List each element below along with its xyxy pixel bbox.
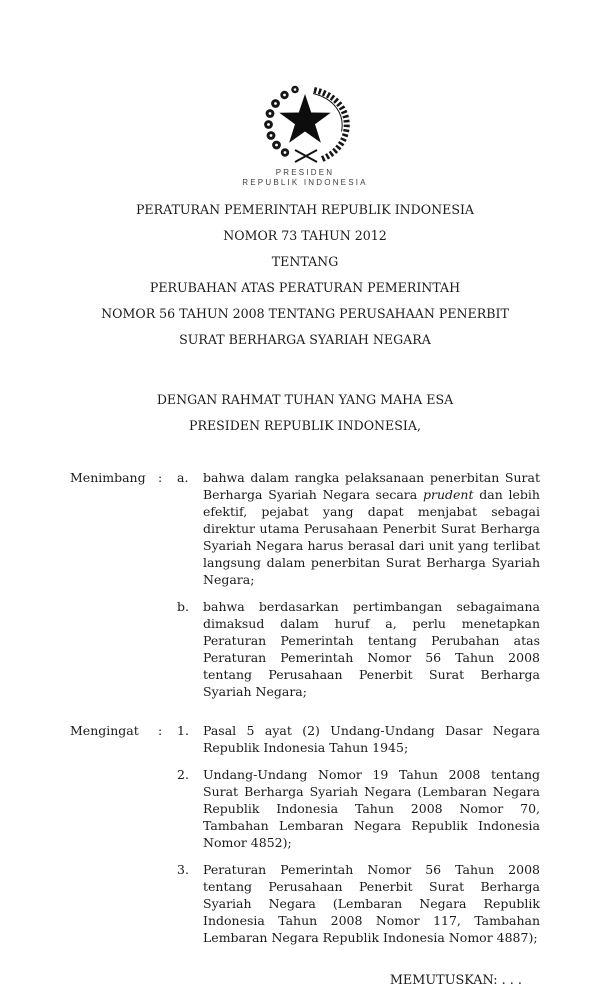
legal-basis-label: Mengingat	[70, 723, 139, 738]
item-marker: 2.	[177, 767, 189, 782]
item-marker: 3.	[177, 862, 189, 877]
considering-section	[70, 469, 540, 700]
considering-items	[177, 469, 540, 700]
star-wreath-seal-icon	[258, 85, 352, 163]
page-catchword: MEMUTUSKAN: . . .	[389, 973, 522, 988]
title-line-subject-2: NOMOR 56 TAHUN 2008 TENTANG PERUSAHAAN PENERBIT	[101, 306, 509, 321]
item-text: bahwa berdasarkan pertimbangan sebagaimana dimaksud dalam huruf a, perlu menetapkan Peraturan Pemerintah tentang Perubahan atas Peraturan Pemerintah Nomor 56 Tahun 2008 tentang Perusahaan Penerbit Surat Berharga Syariah Negara;	[203, 599, 540, 699]
legal-basis-item-2	[177, 766, 540, 851]
title-line-regulation: PERATURAN PEMERINTAH REPUBLIK INDONESIA	[135, 202, 475, 217]
preamble-authority: PRESIDEN REPUBLIK INDONESIA,	[189, 418, 421, 433]
item-text-after-italic: dan lebih efektif, pejabat yang dapat menjabat sebagai direktur utama Perusahaan Penerbit Surat Berharga Syariah Negara harus berasal dari unit yang terlibat langsung dalam penerbitan Surat Berharga Syariah Negara;	[203, 487, 540, 587]
legal-basis-colon: :	[158, 723, 163, 738]
considering-item-b	[177, 598, 540, 700]
considering-item-a	[177, 469, 540, 588]
item-text-before-italic: bahwa dalam rangka pelaksanaan penerbitan Surat Berharga Syariah Negara secara	[203, 470, 540, 502]
seal-caption-line1: PRESIDEN	[275, 168, 335, 177]
item-marker: 1.	[177, 723, 189, 738]
title-line-tentang: TENTANG	[271, 254, 339, 269]
item-text-italic: prudent	[423, 487, 474, 502]
item-marker: a.	[177, 470, 189, 485]
legal-basis-item-1	[177, 722, 540, 756]
item-text: Peraturan Pemerintah Nomor 56 Tahun 2008 tentang Perusahaan Penerbit Surat Berharga Syariah Negara (Lembaran Negara Republik Indonesia Tahun 2008 Nomor 117, Tambahan Lembaran Negara Republik Indonesia Nomor 4887);	[203, 862, 540, 945]
considering-label: Menimbang	[70, 470, 146, 485]
preamble-invocation: DENGAN RAHMAT TUHAN YANG MAHA ESA	[156, 392, 454, 407]
title-line-number: NOMOR 73 TAHUN 2012	[223, 228, 387, 243]
document-title	[70, 197, 540, 353]
legal-basis-section	[70, 722, 540, 946]
item-text: Undang-Undang Nomor 19 Tahun 2008 tentang Surat Berharga Syariah Negara (Lembaran Negara Republik Indonesia Tahun 2008 Nomor 70, Tambahan Lembaran Negara Republik Indonesia Nomor 4852);	[203, 767, 540, 850]
considering-colon: :	[158, 470, 163, 485]
seal-caption-line2: REPUBLIK INDONESIA	[242, 178, 368, 187]
legal-basis-item-3	[177, 861, 540, 946]
legal-basis-items	[177, 722, 540, 946]
seal-caption	[70, 168, 540, 188]
presidential-seal	[70, 85, 540, 163]
item-text	[203, 469, 540, 588]
title-line-subject-3: SURAT BERHARGA SYARIAH NEGARA	[179, 332, 431, 347]
item-marker: b.	[177, 599, 189, 614]
item-text: Pasal 5 ayat (2) Undang-Undang Dasar Negara Republik Indonesia Tahun 1945;	[203, 723, 540, 755]
preamble	[70, 387, 540, 439]
title-line-subject-1: PERUBAHAN ATAS PERATURAN PEMERINTAH	[149, 280, 461, 295]
